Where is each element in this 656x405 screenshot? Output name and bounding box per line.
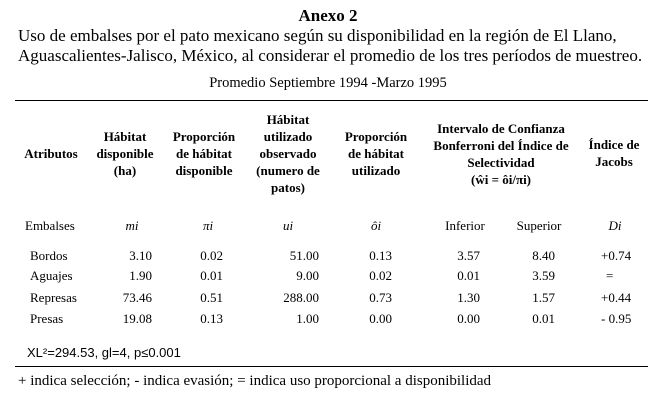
cell-ha: 3.10 xyxy=(129,248,152,263)
table-subtitle: Promedio Septiembre 1994 -Marzo 1995 xyxy=(209,75,447,91)
header-proporcion-disponible: Proporción de hábitat disponible xyxy=(172,129,236,178)
cell-u: 288.00 xyxy=(283,290,319,305)
symbol-o: ôi xyxy=(370,218,382,233)
row-name: Bordos xyxy=(30,248,68,263)
bottom-rule xyxy=(15,366,648,367)
row-name: Presas xyxy=(30,311,64,326)
cell-prop: 0.51 xyxy=(200,290,223,305)
cell-inf: 0.01 xyxy=(457,268,480,283)
cell-ha: 19.08 xyxy=(122,311,152,326)
header-indice-jacobs: Índice de Jacobs xyxy=(588,137,640,169)
symbol-pi: πi xyxy=(202,218,214,233)
cell-sup: 3.59 xyxy=(532,268,555,283)
row-name: Represas xyxy=(30,290,77,305)
symbol-m: mi xyxy=(125,218,139,233)
cell-sup: 0.01 xyxy=(532,311,555,326)
symbol-inferior: Inferior xyxy=(445,218,485,233)
intervalo-formula: (ŵi = ôi/πi) xyxy=(470,172,532,187)
symbol-d: Di xyxy=(608,218,622,233)
cell-u: 51.00 xyxy=(289,248,319,263)
chi-square-stat: XL²=294.53, gl=4, p≤0.001 xyxy=(27,345,181,360)
table-caption: Uso de embalses por el pato mexicano según su disponibilidad en la región de El Llano, Aguascalientes-Jalisco, México, al considerar el promedio de los tres períodos de muestreo. xyxy=(18,26,643,65)
cell-u: 1.00 xyxy=(296,311,319,326)
cell-d: = xyxy=(606,268,614,283)
cell-prop: 0.01 xyxy=(200,268,223,283)
cell-u: 9.00 xyxy=(296,268,319,283)
cell-o: 0.02 xyxy=(369,268,392,283)
top-rule xyxy=(15,100,648,101)
cell-o: 0.73 xyxy=(369,290,392,305)
cell-o: 0.00 xyxy=(369,311,392,326)
row-name: Aguajes xyxy=(30,268,73,283)
header-proporcion-utilizado: Proporción de hábitat utilizado xyxy=(344,129,408,178)
cell-d: - 0.95 xyxy=(601,311,632,326)
footnote: + indica selección; - indica evasión; = indica uso proporcional a disponibilidad xyxy=(18,373,492,389)
cell-prop: 0.02 xyxy=(200,248,223,263)
symbol-u: ui xyxy=(282,218,294,233)
cell-inf: 0.00 xyxy=(457,311,480,326)
cell-inf: 1.30 xyxy=(457,290,480,305)
cell-ha: 1.90 xyxy=(129,268,152,283)
header-habitat-utilizado: Hábitat utilizado observado (numero de patos) xyxy=(256,112,320,195)
cell-sup: 1.57 xyxy=(532,290,555,305)
symbol-superior: Superior xyxy=(516,218,562,233)
cell-sup: 8.40 xyxy=(532,248,555,263)
cell-d: +0.74 xyxy=(601,248,632,263)
header-intervalo-confianza: Intervalo de Confianza Bonferroni del Índice de Selectividad (ŵi = ôi/πi) xyxy=(421,120,581,188)
cell-d: +0.44 xyxy=(601,290,632,305)
header-habitat-disponible: Hábitat disponible (ha) xyxy=(96,129,154,178)
annex-title: Anexo 2 xyxy=(298,6,358,25)
cell-ha: 73.46 xyxy=(122,290,152,305)
cell-inf: 3.57 xyxy=(457,248,480,263)
cell-o: 0.13 xyxy=(369,248,392,263)
symbols-label: Embalses xyxy=(25,218,75,233)
cell-prop: 0.13 xyxy=(200,311,223,326)
header-atributos: Atributos xyxy=(24,146,78,161)
